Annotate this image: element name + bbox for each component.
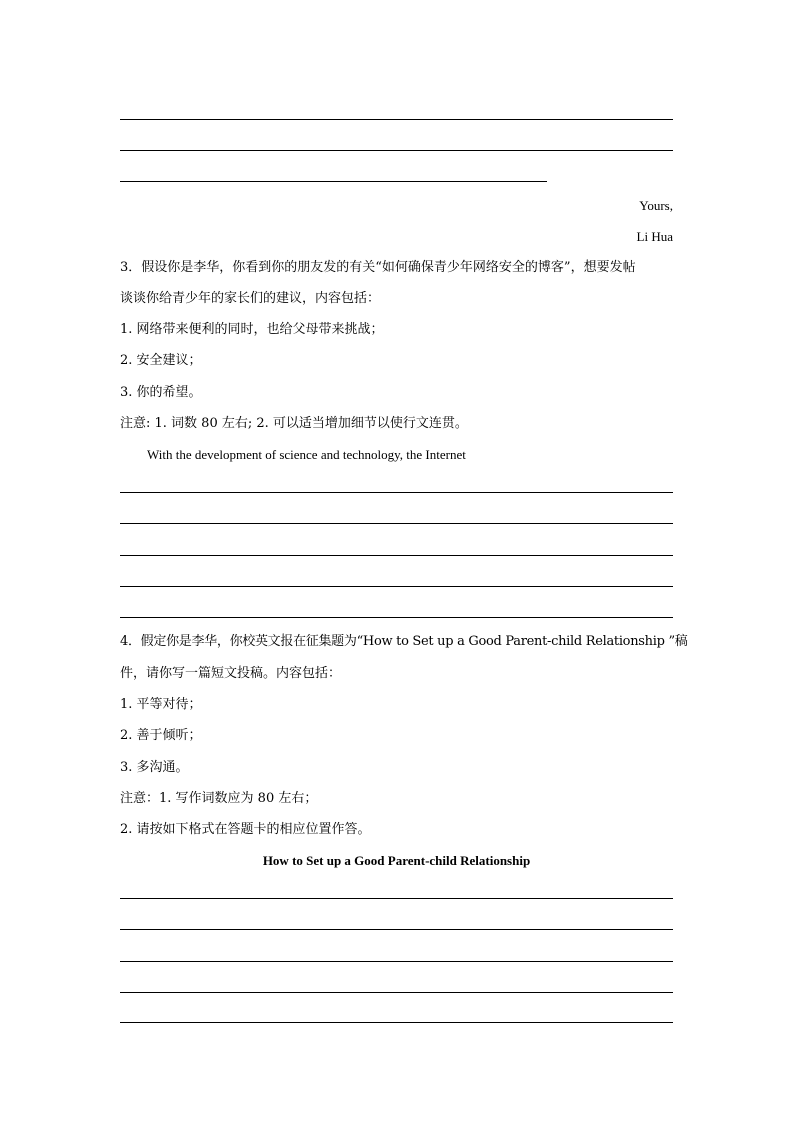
task4-prompt-line1: 4．假定你是李华，你校英文报在征集题为“How to Set up a Good Parent-child Relationship ”稿 [120, 634, 688, 649]
task3-point2: 2. 安全建议； [120, 353, 202, 368]
answer-line [120, 898, 673, 899]
answer-line [120, 617, 673, 618]
answer-line [120, 992, 673, 993]
task4-note: 注意：1. 写作词数应为 80 左右； [120, 791, 318, 806]
task3-prompt-line2: 谈谈你给青少年的家长们的建议，内容包括： [120, 291, 381, 306]
task4-essay-title: How to Set up a Good Parent-child Relationship [262, 853, 531, 868]
answer-line [120, 181, 547, 182]
closing-name: Li Hua [636, 229, 673, 244]
task3-point1: 1. 网络带来便利的同时，也给父母带来挑战； [120, 322, 384, 337]
task4-point2: 2. 善于倾听； [120, 728, 202, 743]
answer-line [120, 586, 673, 587]
answer-line [120, 119, 673, 120]
task3-note: 注意: 1. 词数 80 左右; 2. 可以适当增加细节以使行文连贯。 [120, 416, 468, 431]
task4-point1: 1. 平等对待； [120, 697, 202, 712]
answer-line [120, 555, 673, 556]
answer-line [120, 1022, 673, 1023]
answer-line [120, 492, 673, 493]
task3-point3: 3. 你的希望。 [120, 385, 202, 400]
answer-line [120, 523, 673, 524]
task4-note-format: 2. 请按如下格式在答题卡的相应位置作答。 [120, 822, 371, 837]
task3-prompt-line1: 3．假设你是李华，你看到你的朋友发的有关“如何确保青少年网络安全的博客”，想要发帖 [120, 260, 636, 275]
closing-yours: Yours, [639, 198, 673, 213]
answer-line [120, 929, 673, 930]
task4-prompt-line2: 件，请你写一篇短文投稿。内容包括： [120, 666, 342, 681]
task4-point3: 3. 多沟通。 [120, 760, 189, 775]
task3-opening-sentence: With the development of science and technology, the Internet [147, 447, 466, 462]
answer-line [120, 150, 673, 151]
answer-line [120, 961, 673, 962]
